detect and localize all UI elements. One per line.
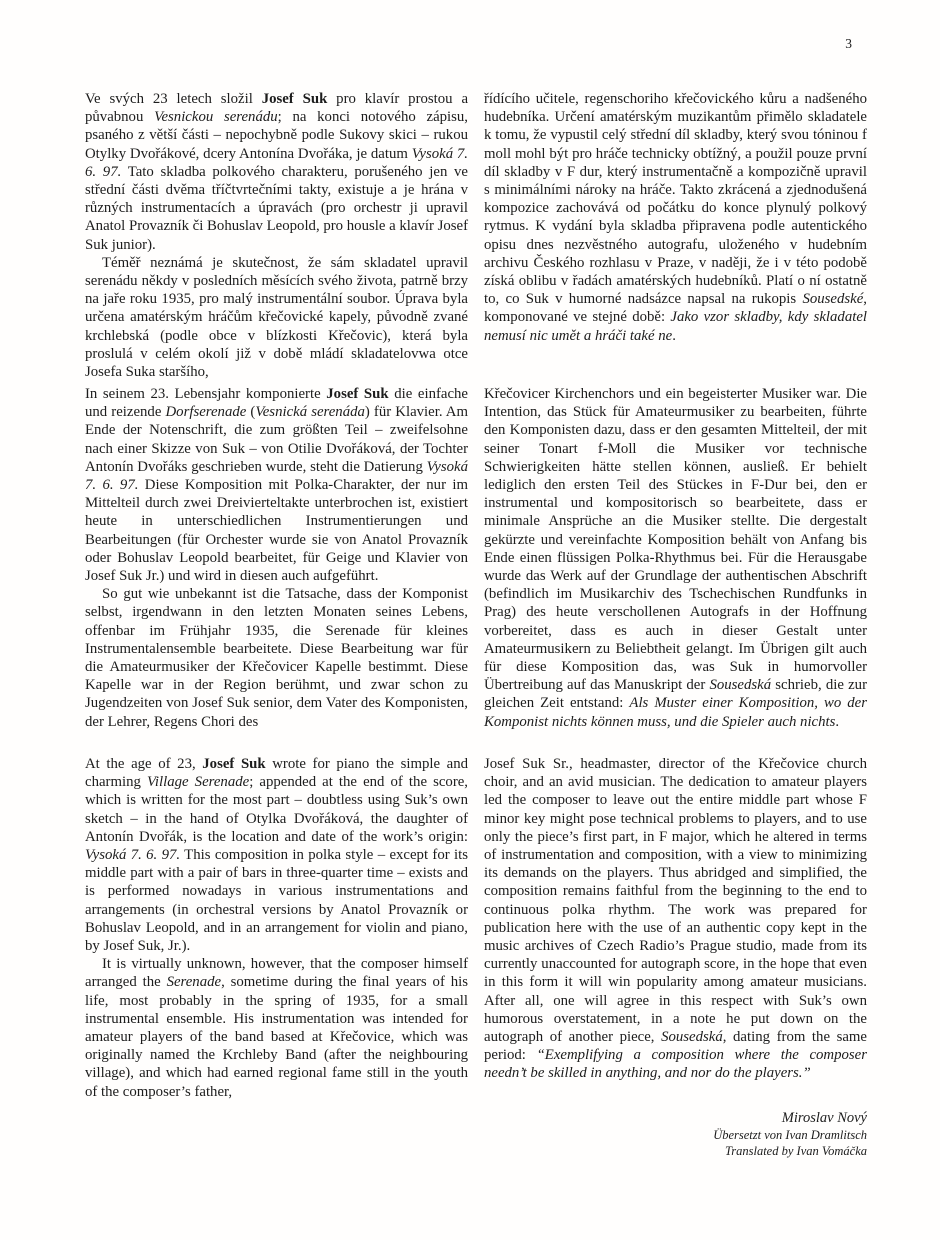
italic-text-run: Dorfserenade xyxy=(165,404,247,421)
text-run: . xyxy=(672,327,676,344)
text-run: die einfache und reizende xyxy=(85,386,468,421)
signature-block xyxy=(484,1109,867,1159)
italic-text-run: Als Muster einer Komposition, wo der Komponist nichts können muss, und die Spieler auch nichts xyxy=(484,695,868,730)
text-run: Josef Suk Sr., headmaster, director of the Křečovice church choir, and an avid musician. The dedication to amateur players led the composer to leave out the entire middle part whose F minor key might pose technical problems to players, and to use only the piece’s first part, in F major, which he altered in terms of instrumentation and composition, with a view to minimizing its demands on the players. Thus abridged and simplified, the composition remains faithful from the beginning to the end to continuous polka rhythm. The work was prepared for publication here with the use of an authentic copy kept in the music archives of Czech Radio’s Prague studio, made from its currently unaccounted for autograph score, in the hope that even in this form it will win popularity among amateur musicians. After all, one will agree in this respect with Suk’s own humorous overstatement, in a note he put down on the autograph of another piece, xyxy=(484,756,867,1046)
german-column-left xyxy=(85,385,468,731)
english-column-right xyxy=(484,755,867,1159)
text-run: ; na konci notového zápisu, psaného z větší části – nepochybně podle Sukovy skici – rukou Otylky Dvořákové, dcery Antonína Dvořáka, je datum xyxy=(85,109,469,162)
italic-text-run: Vesnická serenáda xyxy=(255,404,365,421)
page-number: 3 xyxy=(845,36,852,51)
text-run: ) für Klavier. Am Ende der Notenschrift, die zum größten Teil – zweifelsohne nach einer Skizze von Suk – von Otilie Dvořáková, der Tochter Antonín Dvořáks geschrieben wurde, steht die Datierung xyxy=(85,404,468,475)
paragraph xyxy=(85,585,468,731)
text-run: Ve svých 23 letech složil xyxy=(85,91,262,107)
czech-column-right xyxy=(484,90,867,381)
text-run: In seinem 23. Lebensjahr komponierte xyxy=(85,386,327,402)
bold-text-run: Josef Suk xyxy=(326,386,389,402)
paragraph xyxy=(85,755,468,955)
paragraph xyxy=(484,755,867,1083)
czech-column-left xyxy=(85,90,468,381)
english-continuation-text xyxy=(484,755,867,1083)
paragraph xyxy=(85,254,468,381)
italic-text-run: “Exemplifying a composition where the composer needn’t be skilled in anything, and nor do the players.” xyxy=(484,1047,867,1082)
german-translator-credit: Übersetzt von Ivan Dramlitsch xyxy=(713,1127,867,1142)
text-run: pro klavír prostou a půvabnou xyxy=(85,91,469,126)
italic-text-run: Sousedské xyxy=(802,291,864,308)
text-run: This composition in polka style – except for its middle part with a pair of bars in three-quarter time – exists and is performed nowadays in various instrumentations and arrangements (in orchestral versions by Anatol Provazník or Bohuslav Leopold, and in an arrangement for violin and piano, by Josef Suk, Jr.). xyxy=(85,847,468,955)
text-run: It is virtually unknown, however, that the composer himself arranged the xyxy=(85,956,468,991)
text-run: At the age of 23, xyxy=(85,756,203,772)
section-czech xyxy=(85,90,867,381)
section-german xyxy=(85,385,867,731)
text-run: wrote for piano the simple and charming xyxy=(85,756,469,791)
text-run: ; appended at the end of the score, which is written for the most part – doubtless using Suk’s own sketch – in the hand of Otylka Dvořáková, the daughter of Antonín Dvořák, is the location and date of the work’s origin: xyxy=(85,774,469,845)
bold-text-run: Josef Suk xyxy=(202,756,266,772)
german-column-right xyxy=(484,385,867,731)
text-run: ( xyxy=(246,404,256,421)
text-run: Křečovicer Kirchenchors und ein begeisterter Musiker war. Die Intention, das Stück für Amateurmusiker zu bearbeiten, führte den Komponisten dazu, dass er den gesamten Mittelteil, der mit seiner Tonart f-Moll die Musiker vor technische Schwierigkeiten hätte stellen können, ausließ. Er behielt lediglich den ersten Teil des Stückes in F-Dur bei, den er instrumental und kompositorisch so bearbeitete, dass er minimale Ansprüche an die Musiker stellte. Die dergestalt gekürzte und vereinfachte Komposition behält von Anfang bis Ende einen flüssigen Polka-Rhythmus bei. Für die Herausgabe wurde das Werk auf der Grundlage der authentischen Abschrift (befindlich im Musikarchiv des Tschechischen Rundfunks in Prag) des heute verschollenen Autografs in der Hoffnung vorbereitet, dass es auch in dieser Gestalt unter Amateurmusikern zu Beliebtheit gelangt. Im Übrigen gilt auch für diese Komposition das, was Suk in humorvoller Übertreibung auf das Manuskript der xyxy=(484,386,867,694)
italic-text-run: Sousedská xyxy=(709,677,772,694)
text-run: Téměř neznámá je skutečnost, že sám skladatel upravil serenádu někdy v posledních měsících svého života, patrně brzy na jaře roku 1935, pro malý instrumentální soubor. Úprava byla určena amatérským hráčům křečovické kapely, původně zvané krchlebská (podle obce v blízkosti Křečovic), která byla proslulá v celém okolí již v době mládí skladatelovwa otce Josefa Suka staršího, xyxy=(85,254,468,381)
italic-text-run: Jako vzor skladby, kdy skladatel nemusí nic umět a hráči také ne xyxy=(484,309,868,344)
text-run: Tato skladba polkového charakteru, porušeného jen ve střední části dvěma tříčtvrtečními takty, existuje a je hrána v různých instrumentacích a úpravách (pro orchestr ji upravil Anatol Provazník či Bohuslav Leopold, pro housle a klavír Josef Suk junior). xyxy=(85,163,469,253)
english-column-left xyxy=(85,755,468,1159)
bold-text-run: Josef Suk xyxy=(261,91,328,107)
text-run: řídícího učitele, regenschoriho křečovického kůru a nadšeného hudebníka. Určení amatérským muzikantům přimělo skladatele k tomu, že vypustil celý střední díl skladby, který svou tóninou f moll mohl být pro hráče technicky obtížný, a použil pouze první díl skladby v F dur, který instrumentačně a kompozičně upravil s minimálními nároky na hráče. Takto zkrácená a zjednodušená kompozice zachovává od počátku do konce plynulý polkový rytmus. K vydání byla skladba připravena podle autentického opisu dnes nezvěstného autografu, uloženého v hudebním archivu Českého rozhlasu v Praze, v naději, že i v této podobě získá oblibu v řadách amatérských hudebníků. Platí o ní ostatně to, co Suk v humorné nadsázce napsal na rukopis xyxy=(484,91,867,308)
text-run: , sometime during the final years of his life, most probably in the spring of 1935, for a small instrumental ensemble. His instrumentation was intended for amateur players of the band based at Křečovice, which was originally named the Krchleby Band (after the neighbouring village), and which had earned regional fame still in the youth of the composer’s father, xyxy=(85,974,468,1100)
italic-text-run: Vysoká 7. 6. 97. xyxy=(85,458,468,494)
paragraph xyxy=(85,385,468,585)
text-run: , komponované ve stejné době: xyxy=(484,291,867,326)
text-run: Diese Komposition mit Polka-Charakter, der nur im Mittelteil durch zwei Dreivierteltakte unterbrochen ist, existiert heute in unterschiedlichen Instrumentierungen und Bearbeitungen (für Orchester wurde sie von Anatol Provazník oder Bohuslav Leopold bearbeitet, für Geige und Klavier von Josef Suk Jr.) und wird in diesen auch aufgeführt. xyxy=(85,477,468,585)
paragraph xyxy=(85,90,468,254)
italic-text-run: Vysoká 7. 6. 97. xyxy=(85,847,181,864)
paragraph xyxy=(85,955,468,1101)
paragraph xyxy=(484,90,867,345)
italic-text-run: Vesnickou serenádu xyxy=(154,109,278,126)
author-name: Miroslav Nový xyxy=(781,1109,867,1126)
text-run: So gut wie unbekannt ist die Tatsache, dass der Komponist selbst, irgendwann in den letzten Monaten seines Lebens, offenbar im Frühjahr 1935, die Serenade für kleines Instrumentalensemble bearbeitete. Diese Bearbeitung war für die Amateurmusiker der Křečovicer Kapelle bestimmt. Diese Kapelle war in der Region berühmt, und zwar schon zu Jugendzeiten von Josef Suk senior, dem Vater des Komponisten, der Lehrer, Regens Chori des xyxy=(85,586,468,730)
paragraph xyxy=(484,385,867,731)
text-run: . xyxy=(835,713,840,730)
text-run: schrieb, die zur gleichen Zeit entstand: xyxy=(484,677,868,712)
italic-text-run: Village Serenade xyxy=(146,774,250,791)
italic-text-run: Serenade xyxy=(166,974,222,991)
text-run: , dating from the same period: xyxy=(484,1029,867,1064)
italic-text-run: Sousedská xyxy=(661,1029,723,1046)
english-translator-credit: Translated by Ivan Vomáčka xyxy=(725,1143,867,1158)
italic-text-run: Vysoká 7. 6. 97. xyxy=(85,145,469,180)
section-english xyxy=(85,755,867,1159)
